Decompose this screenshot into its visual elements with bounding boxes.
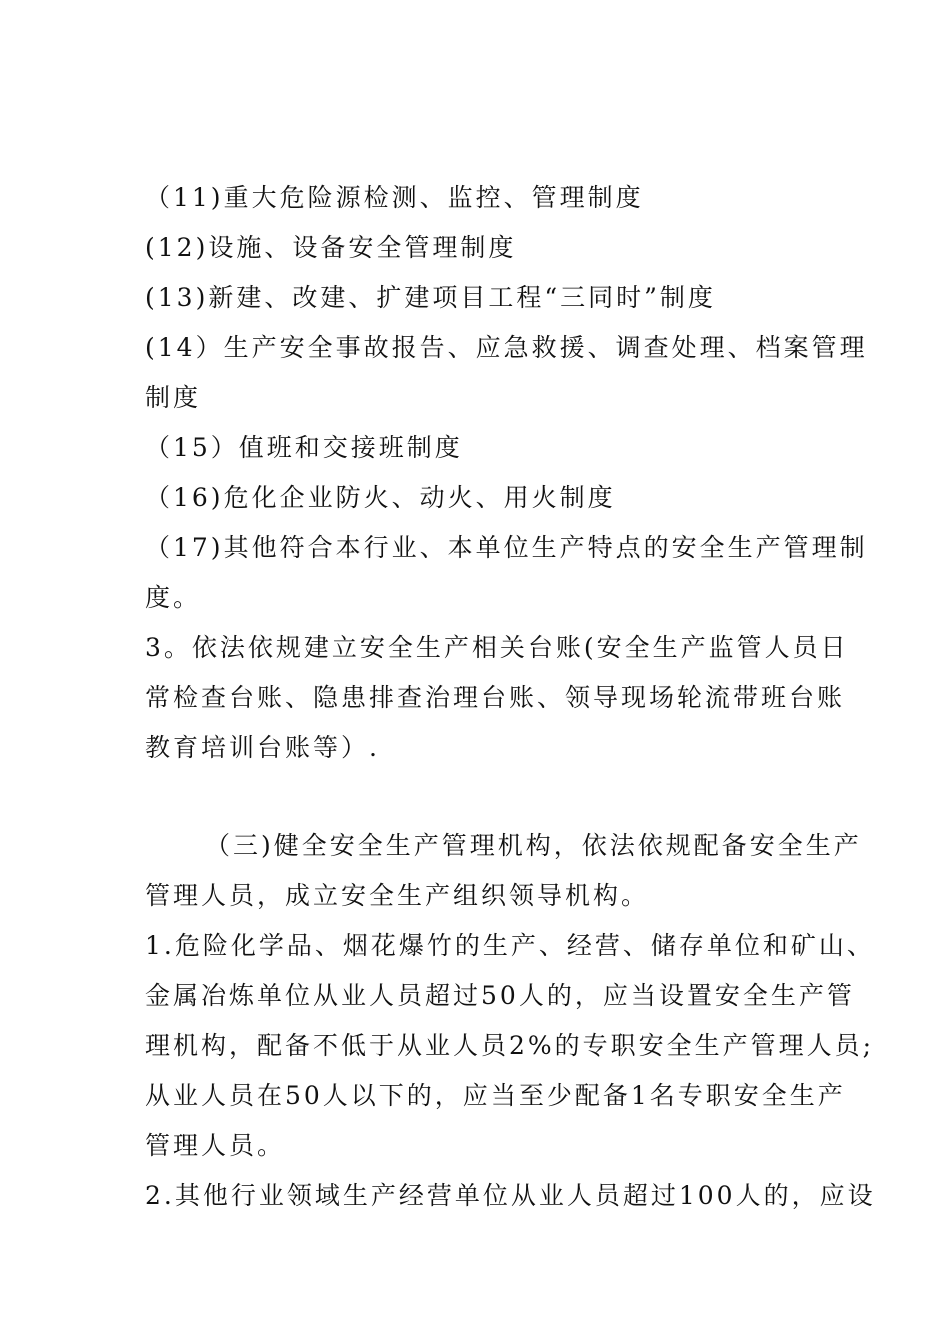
text-line: （15）值班和交接班制度: [145, 433, 463, 462]
text-line: 制度: [145, 383, 202, 412]
text-line: 度。: [145, 583, 202, 612]
text-line: 金属冶炼单位从业人员超过50人的，应当设置安全生产管: [145, 981, 855, 1010]
text-line: (13)新建、改建、扩建项目工程“三同时”制度: [145, 283, 716, 312]
text-line: (12)设施、设备安全管理制度: [145, 233, 517, 262]
text-line: 教育培训台账等）.: [145, 733, 380, 762]
text-line: 理机构，配备不低于从业人员2%的专职安全生产管理人员;: [145, 1031, 875, 1060]
text-line: 2.其他行业领域生产经营单位从业人员超过100人的，应设: [145, 1181, 876, 1210]
text-line: 管理人员，成立安全生产组织领导机构。: [145, 881, 650, 910]
section-heading: （三)健全安全生产管理机构，依法依规配备安全生产: [205, 831, 862, 860]
text-line: （11)重大危险源检测、监控、管理制度: [145, 183, 644, 212]
text-line: 常检查台账、隐患排查治理台账、领导现场轮流带班台账: [145, 683, 846, 712]
text-line: （16)危化企业防火、动火、用火制度: [145, 483, 616, 512]
text-line: 3。依法依规建立安全生产相关台账(安全生产监管人员日: [145, 633, 849, 662]
text-line: 从业人员在50人以下的，应当至少配备1名专职安全生产: [145, 1081, 846, 1110]
text-line: 1.危险化学品、烟花爆竹的生产、经营、储存单位和矿山、: [145, 931, 875, 960]
text-line: （17)其他符合本行业、本单位生产特点的安全生产管理制: [145, 533, 868, 562]
text-line: (14）生产安全事故报告、应急救援、调查处理、档案管理: [145, 333, 868, 362]
text-line: 管理人员。: [145, 1131, 286, 1160]
